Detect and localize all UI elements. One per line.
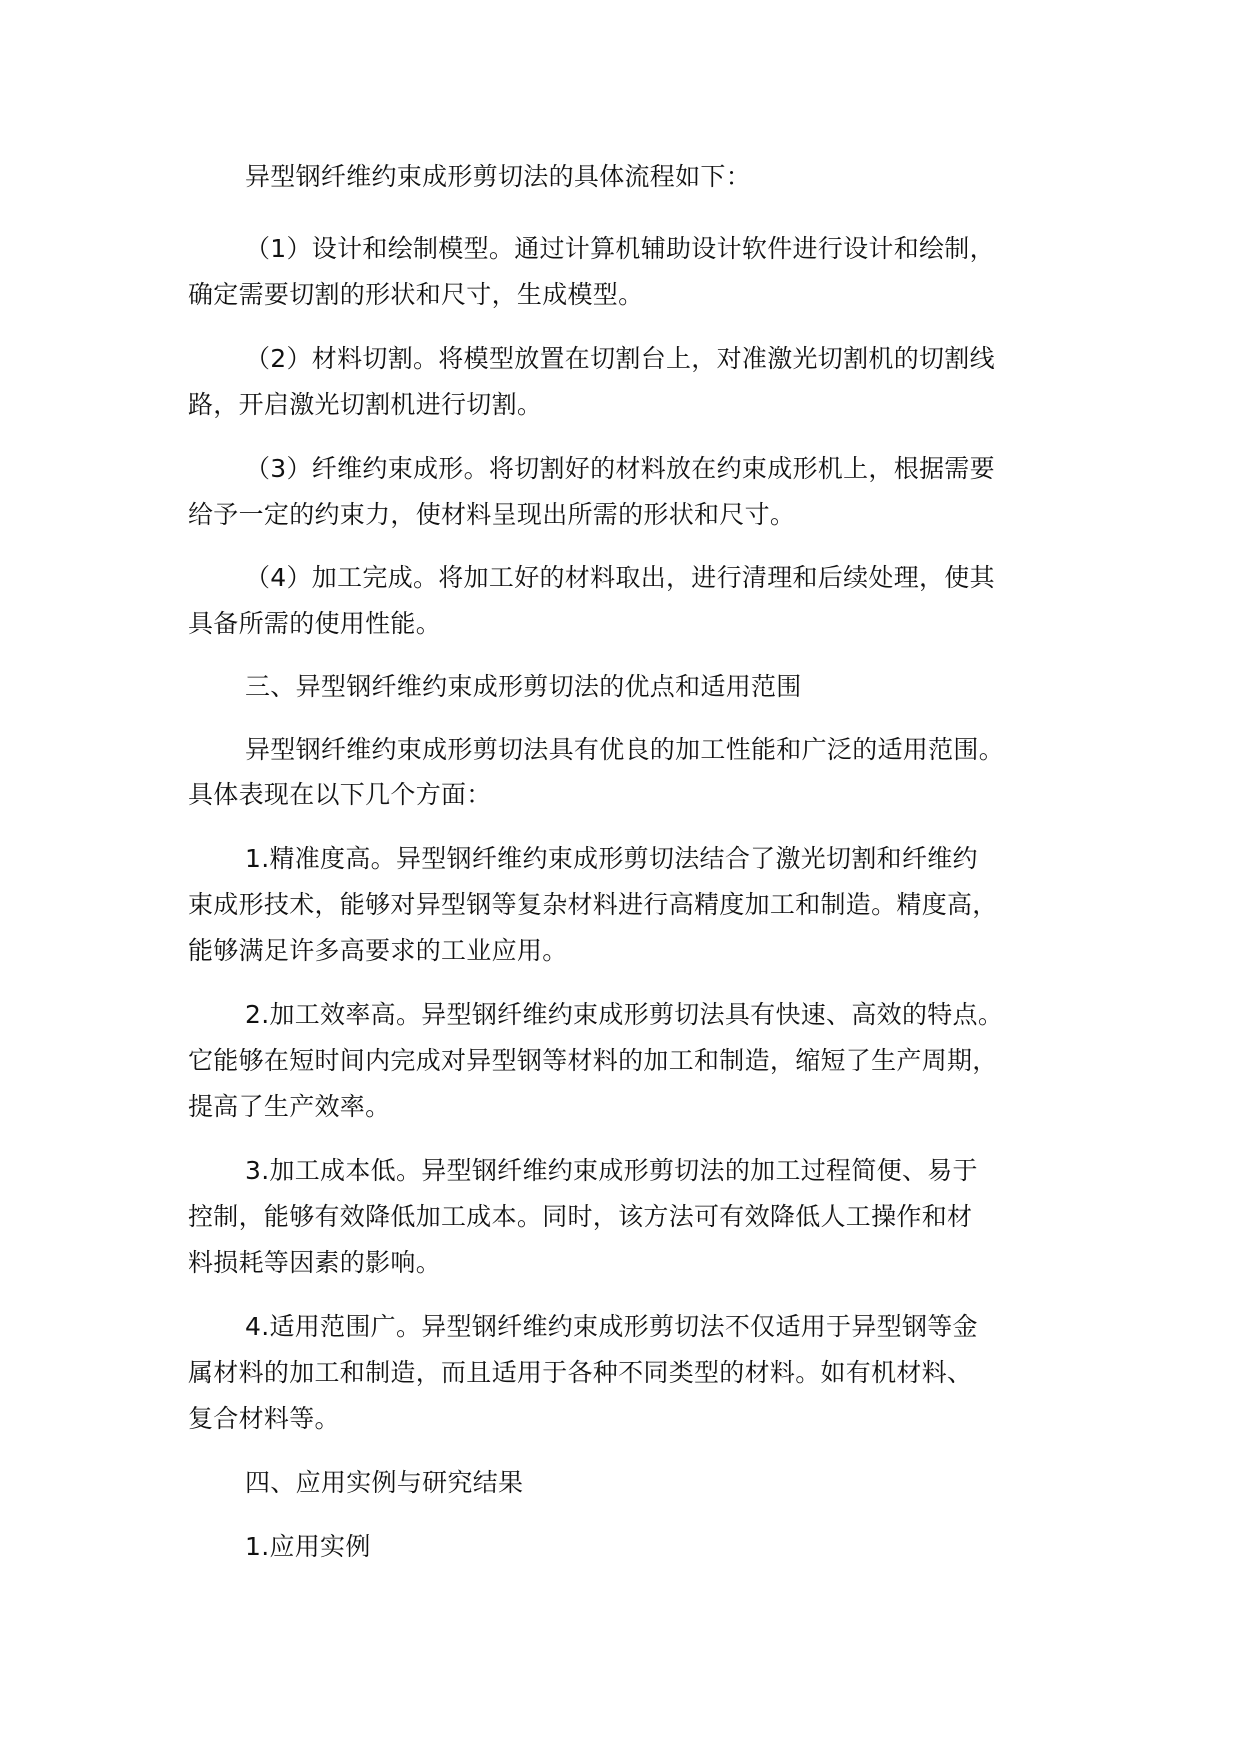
step-2-line-2: 路，开启激光切割机进行切割。: [188, 390, 543, 419]
point-4-line-2: 属材料的加工和制造，而且适用于各种不同类型的材料。如有机材料、: [188, 1358, 973, 1387]
step-4-line-2: 具备所需的使用性能。: [188, 609, 442, 638]
subsection-heading: 1.应用实例: [245, 1532, 371, 1561]
point-3-line-1: 3.加工成本低。异型钢纤维约束成形剪切法的加工过程简便、易于: [245, 1156, 978, 1185]
point-1-line-3: 能够满足许多高要求的工业应用。: [188, 936, 568, 965]
point-4-line-3: 复合材料等。: [188, 1404, 340, 1433]
section-4-heading: 四、应用实例与研究结果: [245, 1468, 524, 1497]
point-2-line-1: 2.加工效率高。异型钢纤维约束成形剪切法具有快速、高效的特点。: [245, 1000, 1004, 1029]
intro-line: 异型钢纤维约束成形剪切法的具体流程如下：: [245, 162, 752, 191]
point-2-line-3: 提高了生产效率。: [188, 1092, 391, 1121]
point-1-line-2: 束成形技术，能够对异型钢等复杂材料进行高精度加工和制造。精度高，: [188, 890, 998, 919]
section-3-intro-line-2: 具体表现在以下几个方面：: [188, 780, 492, 809]
point-3-line-2: 控制，能够有效降低加工成本。同时，该方法可有效降低人工操作和材: [188, 1202, 973, 1231]
step-4-line-1: （4）加工完成。将加工好的材料取出，进行清理和后续处理，使其: [245, 563, 995, 592]
step-3-line-1: （3）纤维约束成形。将切割好的材料放在约束成形机上，根据需要: [245, 454, 995, 483]
point-2-line-2: 它能够在短时间内完成对异型钢等材料的加工和制造，缩短了生产周期，: [188, 1046, 998, 1075]
section-3-intro-line-1: 异型钢纤维约束成形剪切法具有优良的加工性能和广泛的适用范围。: [245, 735, 1005, 764]
point-1-line-1: 1.精准度高。异型钢纤维约束成形剪切法结合了激光切割和纤维约: [245, 844, 978, 873]
step-3-line-2: 给予一定的约束力，使材料呈现出所需的形状和尺寸。: [188, 500, 796, 529]
step-2-line-1: （2）材料切割。将模型放置在切割台上，对准激光切割机的切割线: [245, 344, 995, 373]
section-3-heading: 三、异型钢纤维约束成形剪切法的优点和适用范围: [245, 672, 802, 701]
step-1-line-2: 确定需要切割的形状和尺寸，生成模型。: [188, 280, 644, 309]
point-4-line-1: 4.适用范围广。异型钢纤维约束成形剪切法不仅适用于异型钢等金: [245, 1312, 978, 1341]
step-1-line-1: （1）设计和绘制模型。通过计算机辅助设计软件进行设计和绘制，: [245, 234, 995, 263]
point-3-line-3: 料损耗等因素的影响。: [188, 1248, 442, 1277]
